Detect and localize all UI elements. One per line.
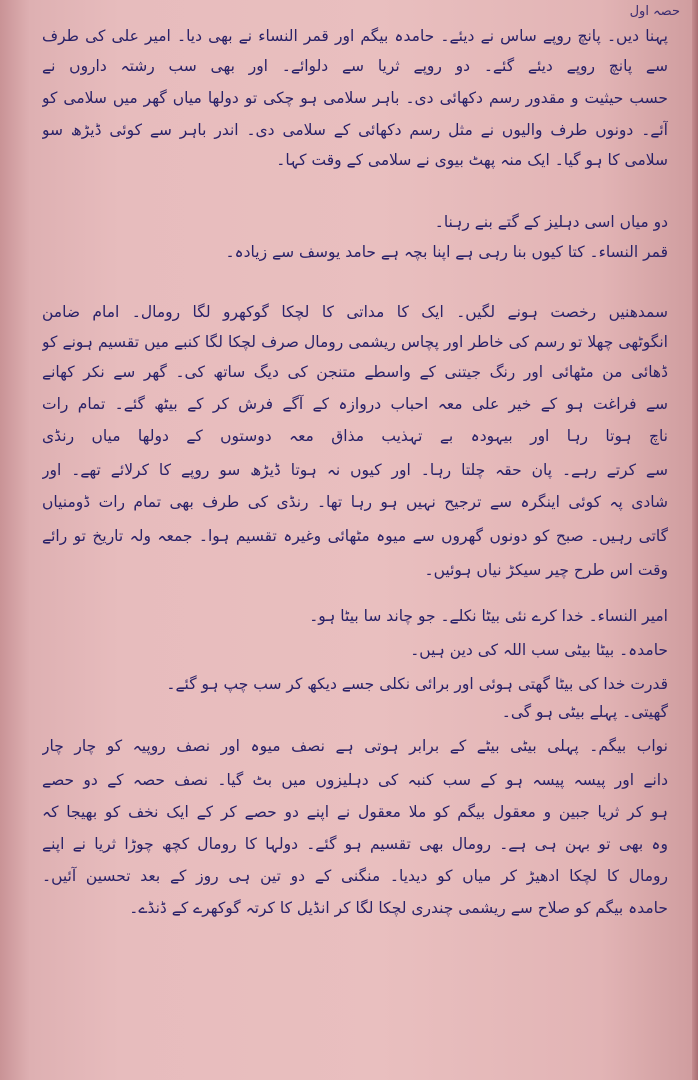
text-line: نواب بیگم۔ پہلی بیٹی بیٹے کے برابر ہوتی ہے نصف میوہ اور نصف روپیہ کو چار چار [42,737,668,755]
text-line: حسب حیثیت و مقدور رسم دکھائی دی۔ باہر سلامی ہو چکی تو دولھا میاں گھر میں سلامی کو [42,89,668,107]
page-header: حصہ اول [629,4,680,19]
dialogue-line: حامدہ۔ بیٹا بیٹی سب اللہ کی دین ہیں۔ [410,641,668,659]
text-line: رومال کا لچکا ادھیڑ کر میاں کو دیدیا۔ منگنی کے دو تین ہی روز کے بعد تحسین آئیں۔ [42,867,668,885]
text-line: ناچ ہوتا رہا اور بیہودہ بے تہذیب مذاق معہ دوستوں کے دولھا میاں رنڈی [42,427,668,445]
text-line: پہنا دیں۔ پانچ روپے ساس نے دیئے۔ حامدہ بیگم اور قمر النساء نے بھی دیا۔ امیر علی کی طرف [42,27,668,45]
text-line: دانے اور پیسہ پیسہ ہو کے سب کنبہ کی دہلیزوں میں بٹ گیا۔ نصف حصہ کے دو حصے [42,771,668,789]
text-line: قمر النساء۔ کتا کیوں بنا رہی ہے اپنا بچہ ہے حامد یوسف سے زیادہ۔ [225,243,668,261]
text-line: آئے۔ دونوں طرف والیوں نے مثل رسم دکھائی کے سلامی دی۔ اندر باہر سے کوئی ڈیڑھ سو [42,121,668,139]
text-line: ڈھائی من مٹھائی اور رنگ جیتنی کے واسطے متنجن کی دیگ ساتھ کی۔ گھر سے نکر کھانے [42,363,668,381]
text-line: شادی پہ کوئی اینگرہ سے ترجیح نہیں ہو رہا تھا۔ رنڈی کی طرف بھی تمام رات ڈومنیاں [42,493,668,511]
text-line: دو میاں اسی دہلیز کے گتے بنے رہنا۔ [434,213,668,231]
page-edge [692,0,698,1080]
text-line: وہ بھی تو بہن ہی ہے۔ رومال بھی تقسیم ہو گئے۔ دولہا کا رومال کچھ چوڑا ثریا نے اپنے [42,835,668,853]
text-line: حامدہ بیگم کو صلاح سے ریشمی چندری لچکا لگا کر انڈیل کا کرتہ گوکھرے کے ڈنڈے۔ [129,899,668,917]
dialogue-line: قدرت خدا کی بیٹا گھتی ہوئی اور برائی نکلی جسے دیکھ کر سب چپ ہو گئے۔ [166,675,668,693]
text-line: سے فراغت ہو کے خیر علی معہ احباب دروازہ کے آگے فرش کر کے بیٹھ گئے۔ تمام رات [42,395,668,413]
text-line: ہو کر ثریا جبین و معقول بیگم کو ملا معقول نے اپنے دو حصے کر کے ایک نخف کو بھیجا کہ [42,803,668,821]
text-line: سے پانچ روپے دیئے گئے۔ دو روپے ثریا سے دلوائے۔ اور بھی سب رشتہ داروں نے [42,57,668,75]
dialogue-line: گھیتی۔ پہلے بیٹی ہو گی۔ [501,703,668,721]
text-line: گاتی رہیں۔ صبح کو دونوں گھروں سے میوہ مٹھائی وغیرہ تقسیم ہوا۔ جمعہ ولہ تاریخ تو رائے [42,527,668,545]
text-line: سلامی کا ہو گیا۔ ایک منہ پھٹ بیوی نے سلامی کے وقت کہا۔ [276,151,668,169]
text-line: سمدھنیں رخصت ہونے لگیں۔ ایک کا مداتی کا لچکا گوکھرو لگا رومال۔ امام ضامن [42,303,668,321]
text-line: سے کرتے رہے۔ پان حقہ چلتا رہا۔ اور کیوں نہ ہوتا ڈیڑھ سو روپے کا کرلائے تھے۔ اور [42,461,668,479]
text-line: وقت اس طرح چیر سیکڑ نیاں ہوئیں۔ [424,561,668,579]
page-body [42,24,668,1054]
text-line: انگوٹھی چھلا تو رسم کی خاطر اور پچاس ریشمی رومال صرف لچکا لگا کنبے میں تقسیم ہونے کو [42,333,668,351]
dialogue-line: امیر النساء۔ خدا کرے نئی بیٹا نکلے۔ جو چاند سا بیٹا ہو۔ [309,607,668,625]
